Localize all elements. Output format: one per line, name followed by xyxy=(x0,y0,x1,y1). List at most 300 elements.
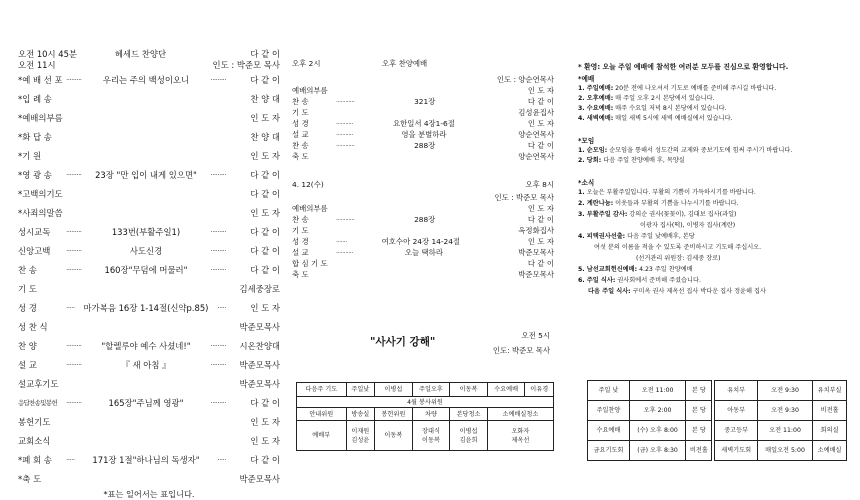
notice-key: 4. 새벽예배: xyxy=(578,115,614,122)
afternoon-header xyxy=(292,58,554,69)
service-text: 여호수아 24장 14-24절 xyxy=(381,237,461,246)
order-rows xyxy=(18,70,280,488)
service-row xyxy=(292,269,554,280)
volunteer-title-row xyxy=(297,397,554,408)
notice-line xyxy=(578,94,850,104)
order-row xyxy=(18,127,280,146)
schedule-cell: 주일찬양 xyxy=(588,401,630,421)
leader-dots: ········· xyxy=(66,75,82,84)
notice-line xyxy=(578,243,850,253)
order-text: 『 새 아침 』 xyxy=(121,359,171,370)
notice-key: 2. 오후예배: xyxy=(578,95,614,102)
order-detail xyxy=(66,359,226,371)
order-person: 인 도 자 xyxy=(250,150,280,161)
service-row xyxy=(292,247,554,258)
order-detail xyxy=(66,264,226,276)
service-label: 기 도 xyxy=(292,226,309,235)
notice-key: 2. 당회: xyxy=(578,157,602,164)
notice-text: 4.23 주일 찬양예배 xyxy=(639,266,693,273)
order-row xyxy=(18,222,280,241)
order-row xyxy=(18,450,280,469)
dawn-info xyxy=(488,330,550,356)
notice-text: 오늘은 부활주일입니다. 부활의 기쁨이 가득하시기를 바랍니다. xyxy=(586,189,756,196)
leader-dots: ····· xyxy=(217,455,226,464)
schedule-cell: 금요기도회 xyxy=(588,441,630,461)
role-cell: 안내위원 xyxy=(297,408,347,421)
order-detail xyxy=(66,340,226,352)
order-text: 165장"주님께 영광" xyxy=(108,397,184,408)
worship-schedule-table xyxy=(587,380,847,461)
order-label: 찬 송 xyxy=(18,264,37,275)
order-row xyxy=(18,89,280,108)
service-row xyxy=(292,107,554,118)
order-detail xyxy=(66,397,226,409)
schedule-cell: 비전홀 xyxy=(686,441,714,461)
prelude-team: 헤세드 찬양단 xyxy=(114,49,167,59)
news-notices xyxy=(578,188,850,297)
service-person: 양순연목사 xyxy=(518,130,554,139)
afternoon-wednesday-services xyxy=(292,58,554,280)
order-row xyxy=(18,165,280,184)
order-row xyxy=(18,412,280,431)
notice-text: 20분 전에 나오셔서 기도로 예배를 준비해 주시길 바랍니다. xyxy=(615,85,777,92)
leader-dots: ········· xyxy=(210,341,226,350)
notice-key: 5. 남선교회헌신예배: xyxy=(578,266,638,273)
schedule-cell: 오전 11:00 xyxy=(629,381,685,401)
service-row xyxy=(292,236,554,247)
welcome-text: * 환영: 오늘 주일 예배에 참석한 여러분 모두를 진심으로 환영합니다. xyxy=(578,63,789,71)
order-label: *예 배 선 포 xyxy=(18,74,63,85)
notice-line xyxy=(578,287,850,297)
schedule-cell: 본 당 xyxy=(686,401,714,421)
worship-notices xyxy=(578,84,850,124)
order-person: 찬 양 대 xyxy=(250,93,280,104)
order-detail xyxy=(66,454,226,466)
leader-dots: ····· xyxy=(217,303,226,312)
role-cell: 본당청소 xyxy=(450,408,488,421)
service-row xyxy=(292,118,554,129)
schedule-row xyxy=(588,421,847,441)
order-row xyxy=(18,336,280,355)
volunteer-role-row xyxy=(297,408,554,421)
leader-dots: ········· xyxy=(66,265,82,274)
order-row xyxy=(18,146,280,165)
notice-line xyxy=(578,84,850,94)
service-text: 요한일서 4장1-6절 xyxy=(392,119,455,128)
name-cell: 이동복 xyxy=(375,421,413,451)
service-text: 오늘 택하라 xyxy=(404,248,443,257)
notice-text: (선거관리 위원장: 김세중 장로) xyxy=(636,255,721,262)
service-text: 321장 xyxy=(414,97,436,106)
service-person: 인 도 자 xyxy=(527,119,554,128)
order-person: 박준모목사 xyxy=(239,378,280,389)
leader-dots: ············ xyxy=(336,97,355,106)
service-row xyxy=(292,140,554,151)
leader-dots: ········· xyxy=(66,246,82,255)
notice-key: 2. 계란나눔: xyxy=(578,200,614,207)
schedule-cell: 수요예배 xyxy=(588,421,630,441)
leader-dots: ············ xyxy=(336,215,355,224)
service-label: 설 교 xyxy=(292,248,309,257)
service-label: 찬 송 xyxy=(292,97,309,106)
schedule-cell: 소예배실 xyxy=(813,441,847,461)
leader-dots: ··········· xyxy=(336,119,353,128)
name-cell: 이병섭 김윤희 xyxy=(450,421,488,451)
order-person: 박준모목사 xyxy=(239,473,280,484)
order-label: 기 도 xyxy=(18,283,37,294)
schedule-cell: 중고등부 xyxy=(713,421,757,441)
leader-dots: ········· xyxy=(210,75,226,84)
order-label: 설 교 xyxy=(18,359,37,370)
order-label: 성 경 xyxy=(18,302,37,313)
order-row xyxy=(18,298,280,317)
order-person: 다 같 이 xyxy=(250,226,280,237)
dawn-time: 오전 5시 xyxy=(521,331,550,340)
wednesday-rows xyxy=(292,203,554,280)
order-detail xyxy=(66,245,226,257)
leader-dots: ······· xyxy=(336,237,347,246)
order-row xyxy=(18,260,280,279)
order-label: 신앙고백 xyxy=(18,245,51,256)
order-label: *고백의기도 xyxy=(18,188,63,199)
order-row xyxy=(18,431,280,450)
leader-dots: ········· xyxy=(66,227,82,236)
order-text: 23장 "만 입이 내게 있으면" xyxy=(95,169,197,180)
service-row xyxy=(292,203,554,214)
notice-line xyxy=(578,210,850,220)
order-person: 인 도 자 xyxy=(250,112,280,123)
notice-line xyxy=(578,188,850,198)
prayer-cell: 이병섭 xyxy=(375,383,413,397)
service-row xyxy=(292,129,554,140)
order-label: *입 례 송 xyxy=(18,93,52,104)
prayer-row xyxy=(297,383,554,397)
notice-text: 이웃들과 부활의 기쁨을 나누시기를 바랍니다. xyxy=(615,200,739,207)
leader-dots: ········· xyxy=(66,398,82,407)
schedule-cell: 유치부 xyxy=(713,381,757,401)
schedule-cell: (금) 오후 8:30 xyxy=(629,441,685,461)
notice-text: 구미옥 권사 제옥선 집사 박다운 집사 정윤해 집사 xyxy=(632,288,766,295)
notice-line xyxy=(578,114,850,124)
schedule-cell: 오후 2:00 xyxy=(629,401,685,421)
notice-key: 4. 피택권사선출: xyxy=(578,233,626,240)
order-detail xyxy=(66,302,226,314)
order-row xyxy=(18,203,280,222)
order-person: 시온찬양대 xyxy=(239,340,280,351)
order-row xyxy=(18,70,280,89)
order-label: 봉헌기도 xyxy=(18,416,51,427)
order-person: 다 같 이 xyxy=(250,264,280,275)
order-person: 다 같 이 xyxy=(250,169,280,180)
service-time-row xyxy=(18,59,280,70)
prelude-time: 오전 10시 45분 xyxy=(18,49,77,59)
order-label: *예배의부름 xyxy=(18,112,63,123)
notice-line xyxy=(578,199,850,209)
service-person: 다 같 이 xyxy=(527,259,554,268)
order-row xyxy=(18,241,280,260)
volunteer-name-row xyxy=(297,421,554,451)
service-row xyxy=(292,85,554,96)
dawn-leader: 인도: 박준모 목사 xyxy=(492,346,550,355)
order-label: *폐 회 송 xyxy=(18,454,52,465)
service-person: 김성윤집사 xyxy=(518,108,554,117)
dawn-series-title: "사사기 강해" xyxy=(370,336,436,348)
order-row xyxy=(18,469,280,488)
service-row xyxy=(292,214,554,225)
schedule-cell: 오전 9:30 xyxy=(757,401,812,421)
role-cell: 소예배실청소 xyxy=(487,408,553,421)
order-label: *사죄의말씀 xyxy=(18,207,63,218)
prayer-cell: 수요예배 xyxy=(487,383,525,397)
order-person: 다 같 이 xyxy=(250,188,280,199)
service-detail xyxy=(336,129,492,140)
order-text: 우리는 주의 백성이오니 xyxy=(102,74,190,85)
leader-dots: ····· xyxy=(66,303,75,312)
service-label: 기 도 xyxy=(292,108,309,117)
name-cell: 오화자 제옥선 xyxy=(487,421,553,451)
service-row xyxy=(292,258,554,269)
leader-dots: ········· xyxy=(66,170,82,179)
notice-key: 1. xyxy=(578,189,585,196)
order-text: "할렐루야 예수 사셨네!" xyxy=(101,340,191,351)
schedule-row xyxy=(588,381,847,401)
notice-text: 순모임을 통해서 성도간의 교제와 중보기도에 힘써 주시기 바랍니다. xyxy=(609,147,793,154)
service-text: 288장 xyxy=(414,141,436,150)
service-row xyxy=(292,96,554,107)
order-text: 160장"무덤에 머물러" xyxy=(104,264,188,275)
schedule-cell: 본 당 xyxy=(686,421,714,441)
service-label: 설 교 xyxy=(292,130,309,139)
service-person: 다 같 이 xyxy=(527,97,554,106)
prelude-row xyxy=(18,48,280,59)
notice-text: 강의순 권사(꽃꽂이), 김대보 집사(과일) xyxy=(629,211,737,218)
notice-key: 다음 주일 식사: xyxy=(588,288,631,295)
service-label: 예배의부름 xyxy=(292,86,328,95)
wednesday-date: 4. 12(수) xyxy=(292,180,324,189)
service-detail xyxy=(336,214,492,225)
meeting-notices xyxy=(578,146,850,166)
notice-line xyxy=(578,265,850,275)
prayer-cell: 이동복 xyxy=(450,383,488,397)
wednesday-header xyxy=(292,179,554,190)
schedule-row xyxy=(588,401,847,421)
notice-line xyxy=(578,156,850,166)
order-person: 박준모목사 xyxy=(239,321,280,332)
order-row xyxy=(18,108,280,127)
order-text: 마가복음 16장 1-14절(신약p.85) xyxy=(83,302,209,313)
order-detail xyxy=(66,74,226,86)
order-label: 교회소식 xyxy=(18,435,51,446)
service-text: 영을 분별하라 xyxy=(401,130,447,139)
notice-key: 6. 주일 식사: xyxy=(578,277,616,284)
prayer-cell: 주일오후 xyxy=(412,383,450,397)
service-label: 합 심 기 도 xyxy=(292,259,328,268)
notice-key: 3. 부활주일 감사: xyxy=(578,211,628,218)
notice-text: 매주 수요일 저녁 8시 본당에서 있습니다. xyxy=(615,105,727,112)
leader-dots: ····· xyxy=(66,455,75,464)
order-person: 인 도 자 xyxy=(250,435,280,446)
service-person: 인 도 자 xyxy=(527,86,554,95)
leader-dots: ········· xyxy=(210,170,226,179)
order-person: 찬 양 대 xyxy=(250,131,280,142)
service-leader: 인도 : 박준모 목사 xyxy=(212,60,280,70)
schedule-cell: 매일오전 5:00 xyxy=(757,441,812,461)
service-detail xyxy=(336,140,492,151)
afternoon-time: 오후 2시 xyxy=(292,59,321,68)
afternoon-leader: 인도 : 양순연목사 xyxy=(496,75,554,84)
leader-dots: ········· xyxy=(210,265,226,274)
notice-key: 3. 수요예배: xyxy=(578,105,614,112)
order-row xyxy=(18,355,280,374)
service-detail xyxy=(336,96,492,107)
service-detail xyxy=(336,247,492,258)
notice-line xyxy=(578,221,850,231)
name-cell: 이재원 김성윤 xyxy=(346,421,375,451)
order-text: 사도신경 xyxy=(129,245,163,256)
notice-line xyxy=(578,254,850,264)
notice-line xyxy=(578,232,850,242)
schedule-row xyxy=(588,441,847,461)
notice-text: 매일 새벽 5시에 새벽 예배실에서 있습니다. xyxy=(615,115,733,122)
order-label: 설교후기도 xyxy=(18,378,59,389)
prayer-cell: 다음주 기도 xyxy=(297,383,347,397)
notice-text: 다음 주일 찬양예배 후, 목양실 xyxy=(603,157,685,164)
order-label: *축 도 xyxy=(18,473,42,484)
order-text: 133번(부활주일1) xyxy=(111,226,181,237)
service-person: 다 같 이 xyxy=(527,141,554,150)
role-cell: 차량 xyxy=(412,408,450,421)
volunteer-title: 4월 봉사위원 xyxy=(297,397,554,408)
schedule-cell: 본 당 xyxy=(686,381,714,401)
order-label: *화 답 송 xyxy=(18,131,52,142)
schedule-cell: 오전 11:00 xyxy=(757,421,812,441)
notice-key: 1. 순모임: xyxy=(578,147,608,154)
schedule-cell: 새벽기도회 xyxy=(713,441,757,461)
service-person: 양순연목사 xyxy=(518,152,554,161)
morning-service-order xyxy=(18,48,280,500)
order-text: 171장 1절"하나님의 독생자" xyxy=(92,454,200,465)
meeting-title: *모임 xyxy=(578,137,595,145)
wednesday-time: 오후 8시 xyxy=(525,180,554,189)
notice-line xyxy=(578,276,850,286)
leader-dots: ········· xyxy=(210,246,226,255)
leader-dots: ··········· xyxy=(336,130,353,139)
schedule-cell: 회의실 xyxy=(813,421,847,441)
service-label: 성 경 xyxy=(292,119,309,128)
order-row xyxy=(18,279,280,298)
order-detail xyxy=(66,169,226,181)
name-cell: 예배부 xyxy=(297,421,347,451)
leader-dots: ········· xyxy=(210,360,226,369)
service-person: 인 도 자 xyxy=(527,204,554,213)
service-person: 다 같 이 xyxy=(527,215,554,224)
church-notices xyxy=(578,62,850,297)
order-detail xyxy=(66,226,226,238)
leader-dots: ········· xyxy=(66,341,82,350)
service-row xyxy=(292,151,554,162)
afternoon-title: 오후 찬양예배 xyxy=(382,59,428,68)
service-label: 찬 송 xyxy=(292,141,309,150)
order-label: *영 광 송 xyxy=(18,169,52,180)
notice-text: 권사회에서 준비해 주셨습니다. xyxy=(617,277,701,284)
notice-line xyxy=(578,104,850,114)
role-cell: 방송실 xyxy=(346,408,375,421)
service-detail xyxy=(336,118,492,129)
order-row xyxy=(18,184,280,203)
order-person: 다 같 이 xyxy=(250,454,280,465)
order-label: *기 원 xyxy=(18,150,42,161)
order-row xyxy=(18,374,280,393)
order-person: 인 도 자 xyxy=(250,302,280,313)
schedule-cell: 오전 9:30 xyxy=(757,381,812,401)
service-label: 축 도 xyxy=(292,152,309,161)
service-person: 옥정화집사 xyxy=(518,226,554,235)
service-person: 인 도 자 xyxy=(527,237,554,246)
leader-dots: ········· xyxy=(66,360,82,369)
leader-dots: ··········· xyxy=(336,248,353,257)
prayer-cell: 이유경 xyxy=(525,383,554,397)
notice-line xyxy=(578,146,850,156)
order-person: 다 같 이 xyxy=(250,74,280,85)
worship-title: *예배 xyxy=(578,75,595,83)
order-label: 응답찬송및봉헌 xyxy=(18,399,58,407)
service-detail xyxy=(336,236,492,247)
service-person: 박준모목사 xyxy=(518,270,554,279)
schedule-cell: 비전홀 xyxy=(813,401,847,421)
notice-text: 이광자 집사(떡), 이병자 집사(계란) xyxy=(640,222,736,229)
service-time: 오전 11시 xyxy=(18,60,56,70)
volunteer-table xyxy=(296,382,554,451)
notice-text: 다음 주일 낮예배후, 본당 xyxy=(627,233,695,240)
standing-footnote: *표는 일어서는 표입니다. xyxy=(103,489,195,499)
service-person: 박준모목사 xyxy=(518,248,554,257)
prelude-person: 다 같 이 xyxy=(250,49,280,59)
name-cell: 장대식 이동복 xyxy=(412,421,450,451)
schedule-cell: (수) 오후 8:00 xyxy=(629,421,685,441)
schedule-cell: 주일 낮 xyxy=(588,381,630,401)
service-row xyxy=(292,225,554,236)
leader-dots: ············ xyxy=(336,141,355,150)
schedule-cell: 유치부실 xyxy=(813,381,847,401)
wednesday-leader: 인도 : 박준모 목사 xyxy=(494,193,554,202)
service-text: 288장 xyxy=(414,215,436,224)
service-label: 축 도 xyxy=(292,270,309,279)
schedule-cell: 아동부 xyxy=(713,401,757,421)
notice-key: 1. 주일예배: xyxy=(578,85,614,92)
order-label: 성시교독 xyxy=(18,226,51,237)
order-row xyxy=(18,317,280,336)
order-row xyxy=(18,393,280,412)
news-title: *소식 xyxy=(578,179,595,187)
order-person: 인 도 자 xyxy=(250,207,280,218)
service-label: 성 경 xyxy=(292,237,309,246)
service-label: 찬 송 xyxy=(292,215,309,224)
prayer-cell: 주일낮 xyxy=(346,383,375,397)
order-person: 인 도 자 xyxy=(250,416,280,427)
leader-dots: ········· xyxy=(210,398,226,407)
order-person: 다 같 이 xyxy=(250,397,280,408)
order-person: 박준모목사 xyxy=(239,359,280,370)
order-person: 다 같 이 xyxy=(250,245,280,256)
leader-dots: ········· xyxy=(210,227,226,236)
order-label: 찬 양 xyxy=(18,340,37,351)
notice-text: 여섯 분의 이름을 적을 수 있도록 준비하시고 기도해 주십시오. xyxy=(594,244,762,251)
service-label: 예배의부름 xyxy=(292,204,328,213)
order-label: 성 찬 식 xyxy=(18,321,48,332)
role-cell: 봉헌위원 xyxy=(375,408,413,421)
afternoon-rows xyxy=(292,85,554,162)
notice-text: 매 주일 오후 2시 본당에서 있습니다. xyxy=(615,95,715,102)
